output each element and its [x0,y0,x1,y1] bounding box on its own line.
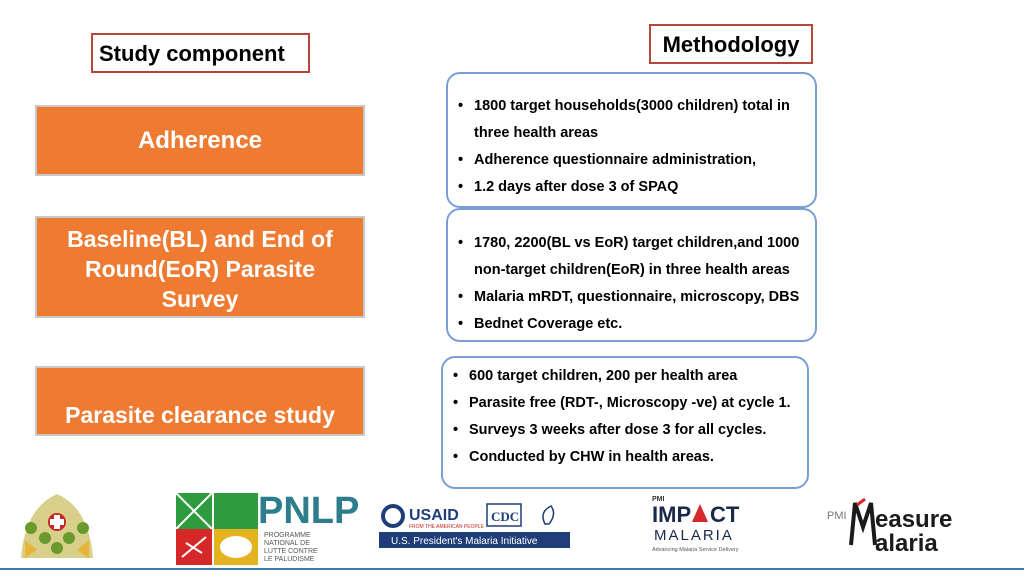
component-baseline-survey [35,216,365,318]
measure-malaria-logo [827,497,977,555]
impact-malaria: MALARIA [654,527,734,544]
list-item: • 1800 target households(3000 children) total in [458,93,815,120]
pnlp-sub-line: NATIONAL DE [264,540,310,547]
impact-title-a: IMP [652,502,692,527]
component-baseline-label: Baseline(BL) and End of Round(EoR) Parasite Survey [67,226,333,312]
measure-accent-icon [857,499,865,505]
list-item: • Conducted by CHW in health areas. [453,444,807,471]
pnlp-logo [176,490,360,565]
impact-tagline: Advancing Malaria Service Delivery [652,547,739,553]
methodology-clearance-box [441,356,809,489]
impact-pmi: PMI [652,496,665,503]
list-item: • 1.2 days after dose 3 of SPAQ [458,174,815,201]
measure-m-icon [851,503,875,545]
impact-title-b: CT [710,502,740,527]
component-adherence-label: Adherence [137,126,263,154]
impact-malaria-logo [650,494,750,556]
pnlp-wordmark: PNLP [258,490,360,532]
usaid-tagline: FROM THE AMERICAN PEOPLE [409,524,484,530]
usaid-pmi-logo [379,502,570,548]
component-clearance-label: Parasite clearance study [65,401,335,428]
list-item: • Surveys 3 weeks after dose 3 for all cycles. [453,417,807,444]
list-item: • 600 target children, 200 per health area [453,363,807,390]
methodology-baseline-box [446,208,817,342]
pmi-banner: U.S. President's Malaria Initiative [391,536,538,547]
list-item: • Parasite free (RDT-, Microscopy -ve) at cycle 1. [453,390,807,417]
pnlp-sub-line: LE PALUDISME [264,556,315,563]
measure-word-b: alaria [875,530,938,557]
component-adherence [35,105,365,176]
pnlp-sub-line: PROGRAMME [264,532,311,539]
cdc-wordmark: CDC [491,509,520,524]
study-component-header: Study component [91,33,310,73]
usaid-wordmark: USAID [409,507,459,524]
measure-word-a: easure [875,506,953,533]
impact-a-icon [692,504,708,522]
methodology-header: Methodology [649,24,813,64]
list-item: • 1780, 2200(BL vs EoR) target children,and 1000 [458,230,815,257]
list-item: three health areas [474,125,599,141]
footer-divider [0,568,1024,570]
list-item: non-target children(EoR) in three health areas [474,262,790,278]
list-item: • Malaria mRDT, questionnaire, microscopy, DBS [458,284,815,311]
community-emblem-logo [17,488,97,564]
pnlp-sub-line: LUTTE CONTRE [264,548,318,555]
measure-pmi: PMI [827,510,847,522]
list-item: • Bednet Coverage etc. [458,311,815,338]
methodology-adherence-box [446,72,817,208]
component-parasite-clearance [35,366,365,436]
hhs-eagle-icon [543,506,554,524]
list-item: • Adherence questionnaire administration, [458,147,815,174]
